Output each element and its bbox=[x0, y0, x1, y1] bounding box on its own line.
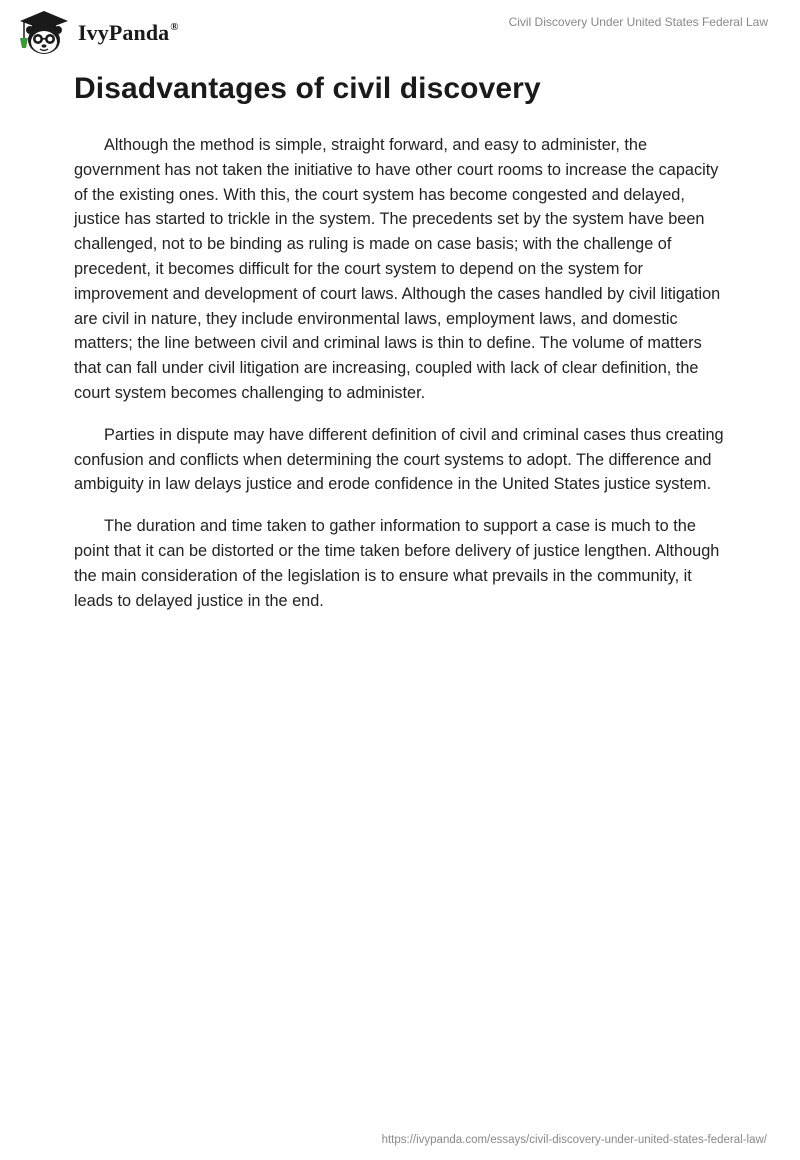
paragraph-2: Parties in dispute may have different definition of civil and criminal cases thus creating confusion and conflicts when determining the court systems to adopt. The difference and ambiguity in law delays justice and erode confidence in the United States justice system. bbox=[74, 425, 724, 494]
running-title: Civil Discovery Under United States Federal Law bbox=[508, 15, 768, 29]
source-url[interactable]: https://ivypanda.com/essays/civil-discovery-under-united-states-federal-law/ bbox=[381, 1134, 767, 1146]
section-heading: Disadvantages of civil discovery bbox=[74, 72, 541, 105]
brand-name: IvyPanda® bbox=[78, 20, 179, 45]
panda-graduate-icon bbox=[14, 8, 76, 58]
brand-logo[interactable] bbox=[14, 8, 179, 58]
article-body bbox=[74, 133, 730, 630]
paragraph-1: Although the method is simple, straight forward, and easy to administer, the government has not taken the initiative to have other court rooms to increase the capacity of the existing ones. With this, the court system has become congested and delayed, justice has started to trickle in the system. The precedents set by the system have been challenged, not to be binding as ruling is made on case basis; with the challenge of precedent, it becomes difficult for the court system to depend on the system for improvement and development of court laws. Although the cases handled by civil litigation are civil in nature, they include environmental laws, employment laws, and domestic matters; the line between civil and criminal laws is thin to define. The volume of matters that can fall under civil litigation are increasing, coupled with lack of clear definition, the court system becomes challenging to administer. bbox=[74, 136, 721, 402]
registered-mark: ® bbox=[170, 21, 179, 33]
paragraph-3: The duration and time taken to gather information to support a case is much to the point that it can be distorted or the time taken before delivery of justice lengthen. Although the main consideration of the legislation is to ensure what prevails in the community, it leads to delayed justice in the end. bbox=[74, 517, 720, 610]
